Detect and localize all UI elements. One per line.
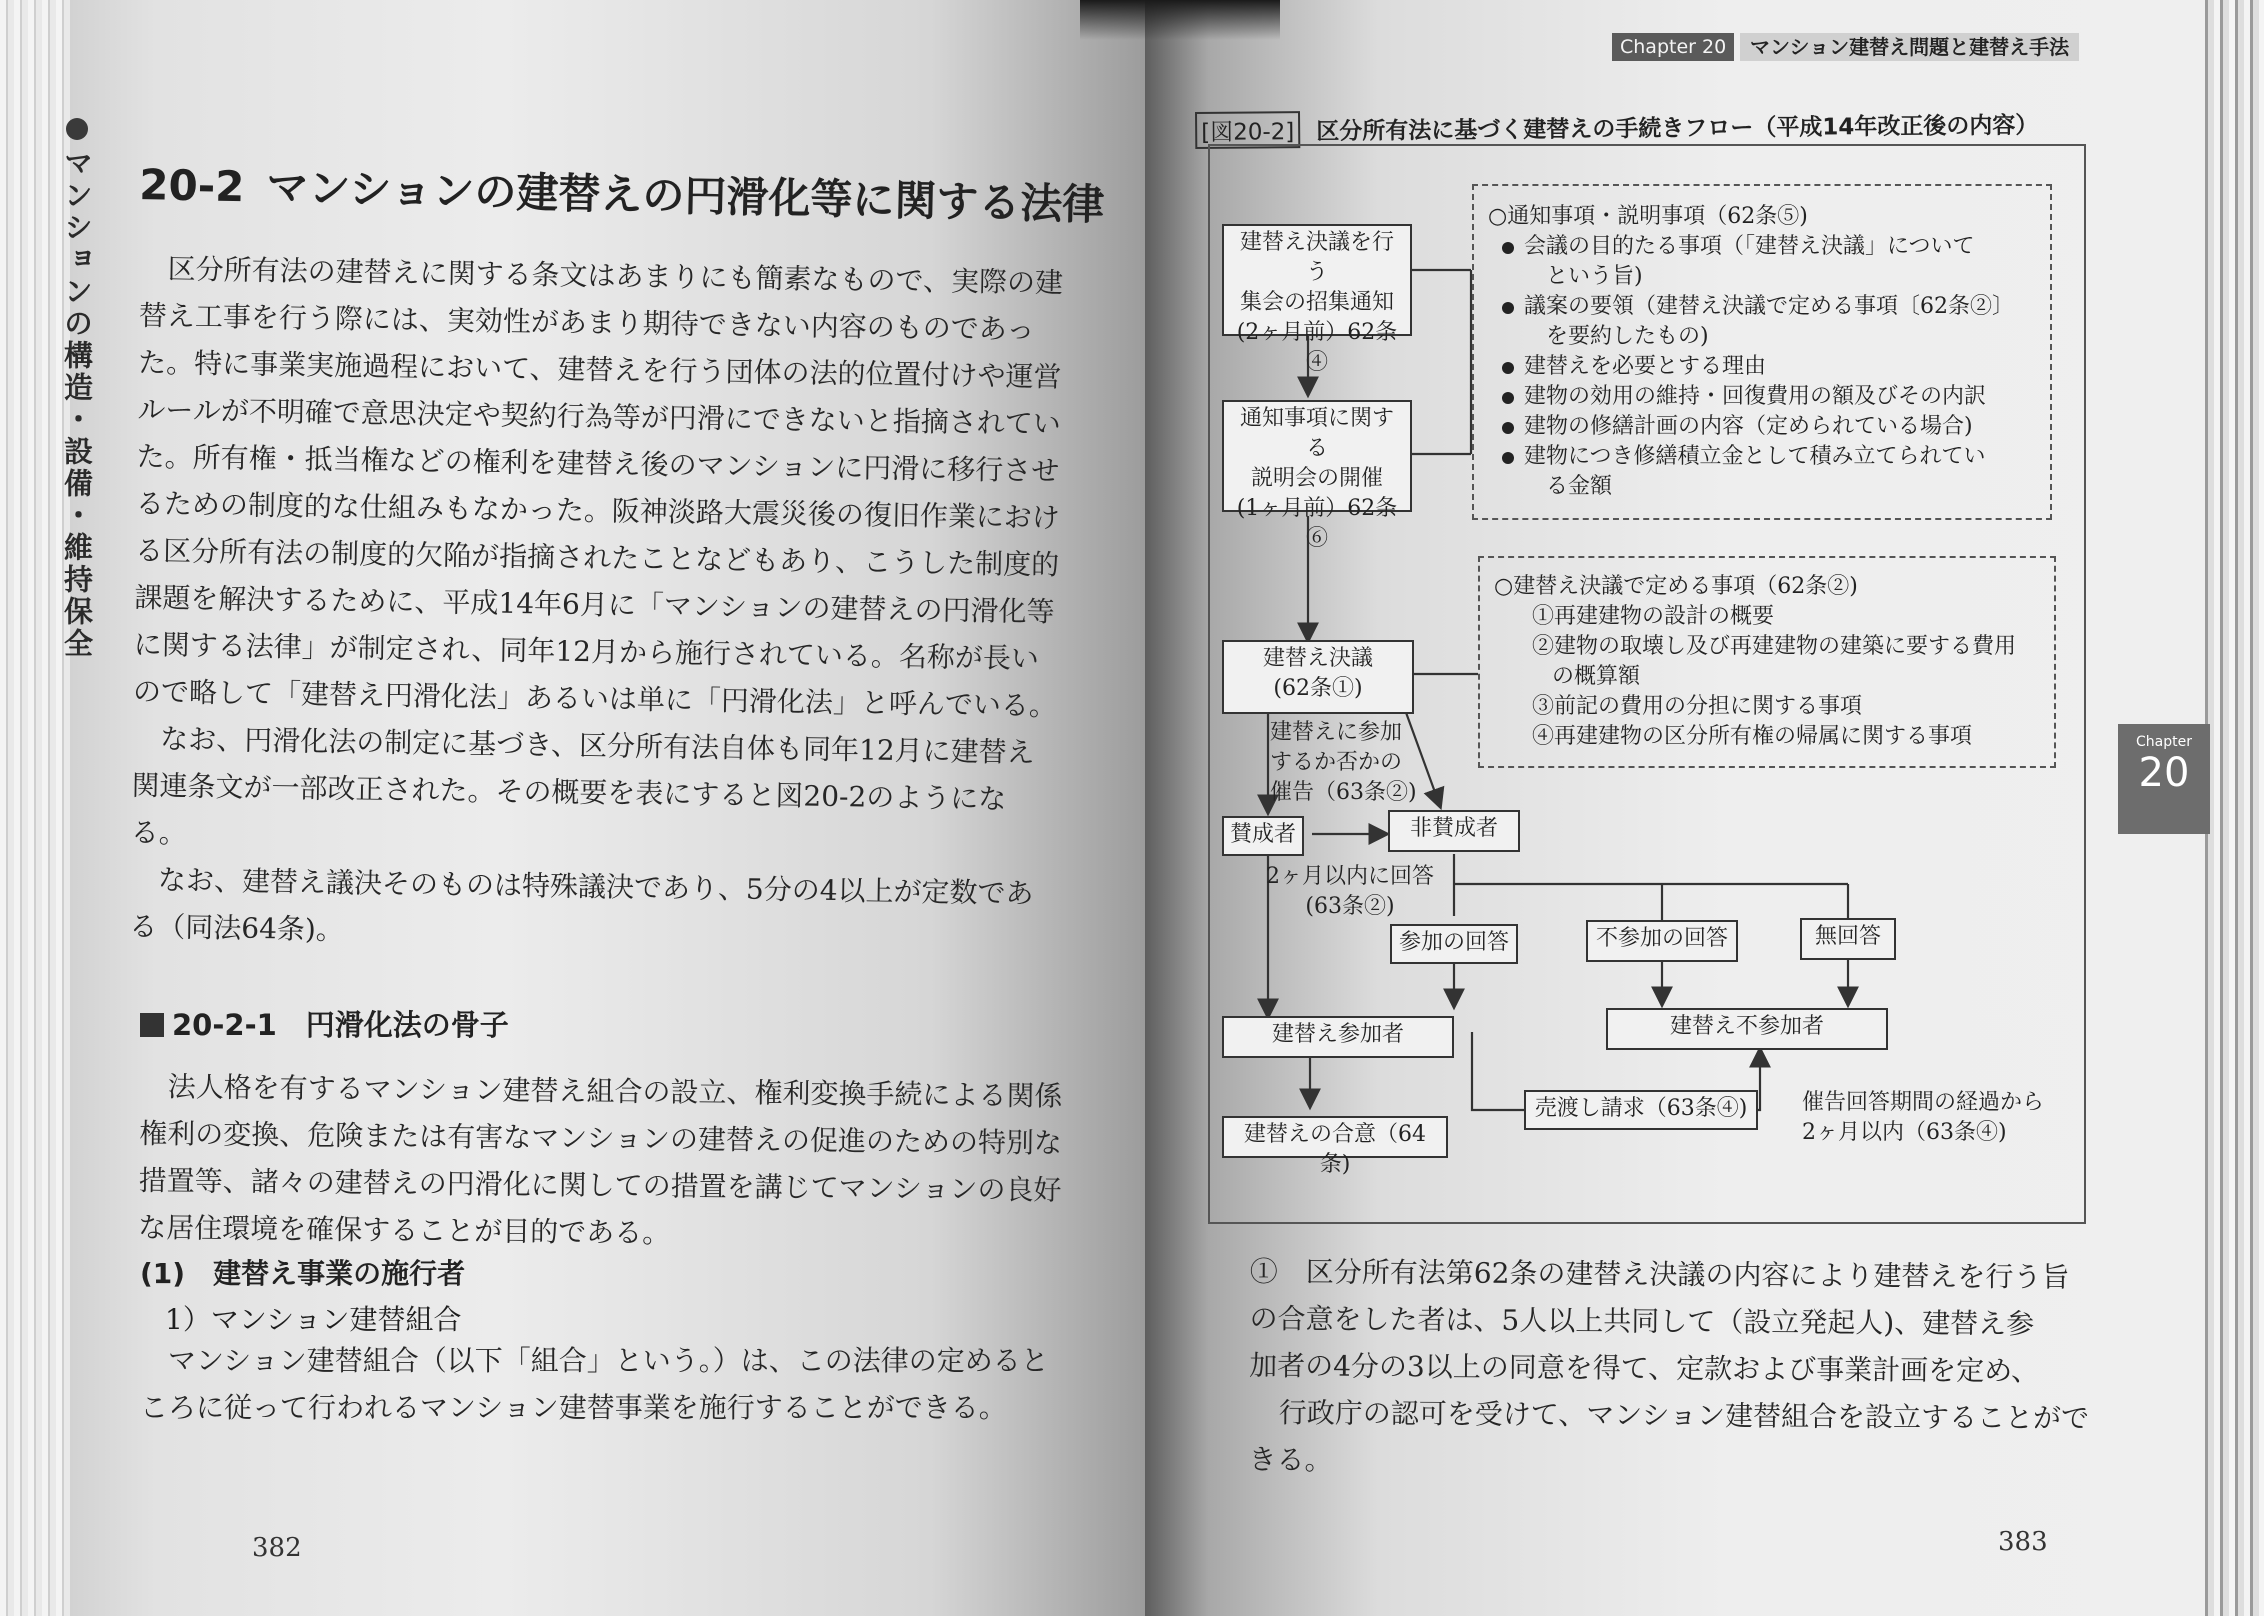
paragraph: なお、円滑化法の制定に基づき、区分所有法自体も同年12月に建替え関連条文が一部改正された。その概要を表にすると図20-2のようになる。 — [130, 722, 1035, 850]
square-bullet-icon — [140, 1013, 164, 1037]
bullet-dot-icon — [66, 118, 88, 140]
box-no-reply: 無回答 — [1800, 918, 1896, 960]
gutter-shadow — [1080, 0, 1280, 40]
box-nojoin-reply: 不参加の回答 — [1586, 920, 1738, 962]
chapter-header-label: Chapter 20 — [1612, 33, 1734, 61]
box-participants: 建替え参加者 — [1222, 1016, 1454, 1058]
resolution-item: ③前記の費用の分担に関する事項 — [1532, 694, 1863, 719]
notice-title: ○通知事項・説明事項（62条⑤) — [1488, 204, 1808, 229]
resolution-item: ②建物の取壊し及び再建建物の建築に要する費用 — [1532, 634, 2017, 659]
running-side-title — [62, 118, 98, 660]
box-disapprove: 非賛成者 — [1388, 810, 1520, 852]
notice-item: 会議の目的たる事項（「建替え決議」について — [1488, 232, 2040, 262]
notice-items-box — [1472, 184, 2052, 520]
notice-item-cont: という旨) — [1546, 264, 1643, 289]
box-agreement: 建替えの合意（64条) — [1222, 1116, 1448, 1158]
paragraph: 法人格を有するマンション建替え組合の設立、権利変換手続による関係権利の変換、危険または有害なマンションの建替えの促進のための特別な措置等、諸々の建替えの円滑化に関しての措置を講じてマンションの良好な居住環境を確保することが目的である。 — [138, 1070, 1063, 1250]
resolution-title: ○建替え決議で定める事項（62条②) — [1494, 574, 1858, 599]
section-number: 20-2 — [138, 159, 245, 212]
figure-title: 区分所有法に基づく建替えの手続きフロー（平成14年改正後の内容） — [1316, 112, 2039, 145]
label-period: 催告回答期間の経過から 2ヶ月以内（63条④) — [1802, 1090, 2045, 1145]
box-briefing: 通知事項に関する 説明会の開催 (1ヶ月前）62条⑥ — [1222, 400, 1412, 512]
section-title-text: マンションの建替えの円滑化等に関する法律 — [265, 162, 1105, 230]
chapter-tab: Chapter 20 — [2118, 724, 2210, 834]
heading-1: (1) 建替え事業の施行者 — [140, 1257, 466, 1290]
note-marker: ① — [1249, 1254, 1278, 1289]
box-sale-demand: 売渡し請求（63条④) — [1524, 1090, 1758, 1130]
paragraph: 区分所有法の建替えに関する条文はあまりにも簡素なもので、実際の建替え工事を行う際には、実効性があまり期待できない内容のものであった。特に事業実施過程において、建替えを行う団体の法的位置付けや運営ルールが不明確で意思決定や契約行為等が円滑にできないと指摘されていた。所有権・抵当権などの権利を建替え後のマンションに円滑に移行させるための制度的な仕組みもなかった。阪神淡路大震災後の復旧作業における区分所有法の制度的欠陥が指摘されたことなどもあり、こうした制度的課題を解決するために、平成14年6月に「マンションの建替えの円滑化等に関する法律」が制定され、同年12月から施行されている。名称が長いので略して「建替え円滑化法」あるいは単に「円滑化法」と呼んでいる。 — [132, 252, 1064, 723]
paragraph: マンション建替組合（以下「組合」という。）は、この法律の定めるところに従って行われるマンション建替事業を施行することができる。 — [140, 1344, 1049, 1424]
resolution-item-cont: の概算額 — [1552, 664, 1641, 689]
box-resolution: 建替え決議 (62条①) — [1222, 640, 1414, 714]
box-approve: 賛成者 — [1222, 816, 1304, 856]
notice-item-cont: を要約したもの) — [1546, 324, 1709, 349]
heading-2-body — [140, 1337, 1070, 1431]
notice-item: 建替えを必要とする理由 — [1488, 352, 2040, 382]
figure-caption — [1195, 105, 2038, 149]
subsection-body — [138, 1063, 1070, 1261]
box-nonparticipants: 建替え不参加者 — [1606, 1008, 1888, 1050]
resolution-items-box — [1478, 556, 2056, 768]
box-join-reply: 参加の回答 — [1390, 924, 1518, 964]
chapter-header-title: マンション建替え問題と建替え手法 — [1740, 33, 2079, 61]
label-reply: 2ヶ月以内に回答 (63条②) — [1266, 864, 1434, 919]
paragraph: なお、建替え議決そのものは特殊議決であり、5分の4以上が定数である（同法64条)。 — [129, 863, 1034, 947]
resolution-item: ④再建建物の区分所有権の帰属に関する事項 — [1532, 724, 1973, 749]
subsection-heading: 20-2-1 円滑化法の骨子 — [140, 1003, 1040, 1044]
page-number-left: 382 — [252, 1533, 302, 1563]
side-title-text: マンションの構造・設備・維持保全 — [60, 148, 94, 660]
page-number-right: 383 — [1998, 1527, 2048, 1557]
note-paragraph: ① 区分所有法第62条の建替え決議の内容により建替えを行う旨 の合意をした者は、5人以上共同して（設立発起人)、建替え参 加者の4分の3以上の同意を得て、定款および事業計画を定め、 行政庁の認可を受けて、マンション建替組合を設立することがで きる。 — [1248, 1254, 2090, 1477]
book-edge-right — [2205, 0, 2264, 1616]
notice-item-cont: る金額 — [1546, 474, 1613, 499]
notice-item: 建物につき修繕積立金として積み立てられてい — [1488, 442, 2040, 472]
notice-item: 建物の効用の維持・回復費用の額及びその内訳 — [1488, 382, 2040, 412]
intro-body — [129, 245, 1070, 965]
box-convene-notice: 建替え決議を行う 集会の招集通知 (2ヶ月前）62条④ — [1222, 224, 1412, 336]
resolution-item: ①再建建物の設計の概要 — [1532, 604, 1775, 629]
figure-label: [図20-2] — [1195, 111, 1300, 149]
label-demand: 建替えに参加 するか否かの 催告（63条②) — [1270, 720, 1417, 805]
heading-2: 1）マンション建替組合 — [165, 1303, 462, 1336]
notice-item: 議案の要領（建替え決議で定める事項〔62条②〕 — [1488, 292, 2040, 322]
notice-item: 建物の修繕計画の内容（定められている場合) — [1488, 412, 2040, 442]
